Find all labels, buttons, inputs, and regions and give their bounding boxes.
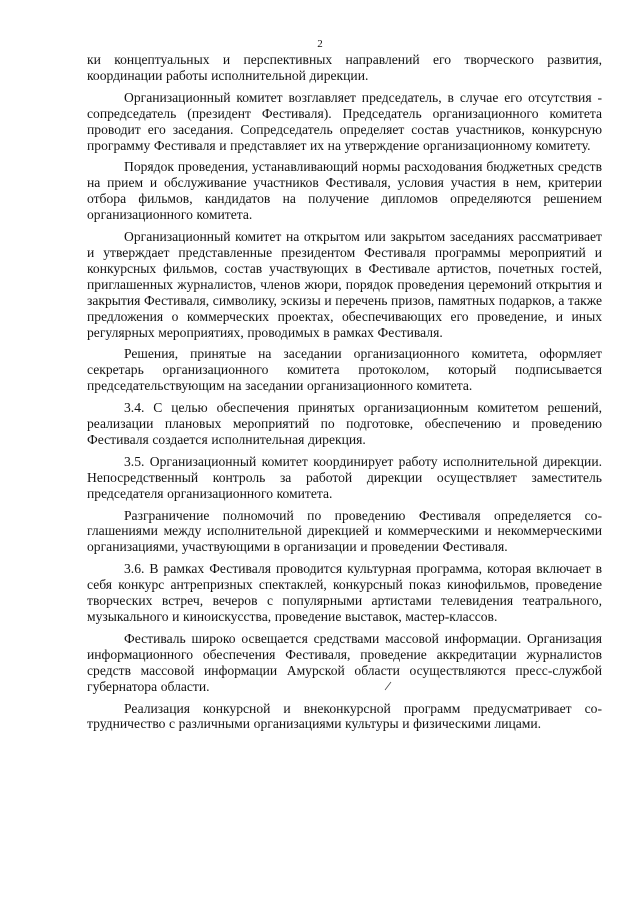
paragraph-continuation: ки концептуальных и перспективных направлений его творческого развития, координации работы исполнительной дирекции. xyxy=(87,52,602,83)
document-body xyxy=(87,52,602,738)
paragraph-media-coverage: Фестиваль широко освещается средствами массовой информации. Организация информационного обеспечения Фестиваля, проведение аккредитации журналистов средств массовой информации Амурской области осуществляются пресс-службой губернатора области. xyxy=(87,630,602,694)
paragraph-budget-procedure: Порядок проведения, устанавливающий нормы расходования бюджетных средств на прием и обслуживание участников Фестиваля, условия участия в нем, критерии отбора фильмов, кандидатов на получение дипломов определяются решением организационного комитета. xyxy=(87,159,602,223)
page-number: 2 xyxy=(317,38,323,50)
paragraph-3-6: 3.6. В рамках Фестиваля проводится культурная программа, которая включает в себя конкурс антрепризных спектаклей, конкурсный показ кинофильмов, проведение творческих встреч, вечеров с популярными артистами телевидения театрального, музыкального и киноискусства, проведение выставок, мастер-классов. xyxy=(87,561,602,624)
paragraph-committee-meetings: Организационный комитет на открытом или закрытом заседаниях рассматривает и утверждает представленные президентом Фестиваля программы мероприятий и конкурсных фильмов, состав участвующих в Фестивале артистов, почетных гостей, приглашенных журналистов, членов жюри, порядок проведения церемоний открытия и закрытия Фестиваля, символику, эскизы и перечень призов, памятных подарков, а также предложения о коммерческих проектах, обеспечивающих его проведение, и иных регулярных мероприятиях, проводимых в рамках Фестиваля. xyxy=(87,229,602,340)
pen-mark-icon xyxy=(383,681,393,691)
paragraph-chairman: Организационный комитет возглавляет председатель, в случае его отсутствия - сопредседатель (президент Фестиваля). Председатель организационного комитета проводит его заседания. Сопредседатель определяет состав участников, конкурсную программу Фестиваля и представляет их на утверждение организационному комитету. xyxy=(87,89,602,153)
paragraph-cooperation: Реализация конкурсной и внеконкурсной программ предусматривает сотрудничество с различными организациями культуры и физическими лицами. xyxy=(87,700,602,732)
paragraph-decisions: Решения, принятые на заседании организационного комитета, оформляет секретарь организационного комитета протоколом, который подписывается председательствующим на заседании организационного комитета. xyxy=(87,346,602,394)
paragraph-3-4: 3.4. С целью обеспечения принятых организационным комитетом решений, реализации плановых мероприятий по подготовке, обеспечению и проведению Фестиваля создается исполнительная дирекция. xyxy=(87,400,602,447)
paragraph-3-5: 3.5. Организационный комитет координирует работу исполнительной дирекции. Непосредственный контроль за работой дирекции осуществляет заместитель председателя организационного комитета. xyxy=(87,453,602,501)
paragraph-authority-division: Разграничение полномочий по проведению Фестиваля определяется соглашениями между исполнительной дирекцией и коммерческими и некоммерческими организациями, участвующими в организации и проведении Фестиваля. xyxy=(87,507,602,555)
